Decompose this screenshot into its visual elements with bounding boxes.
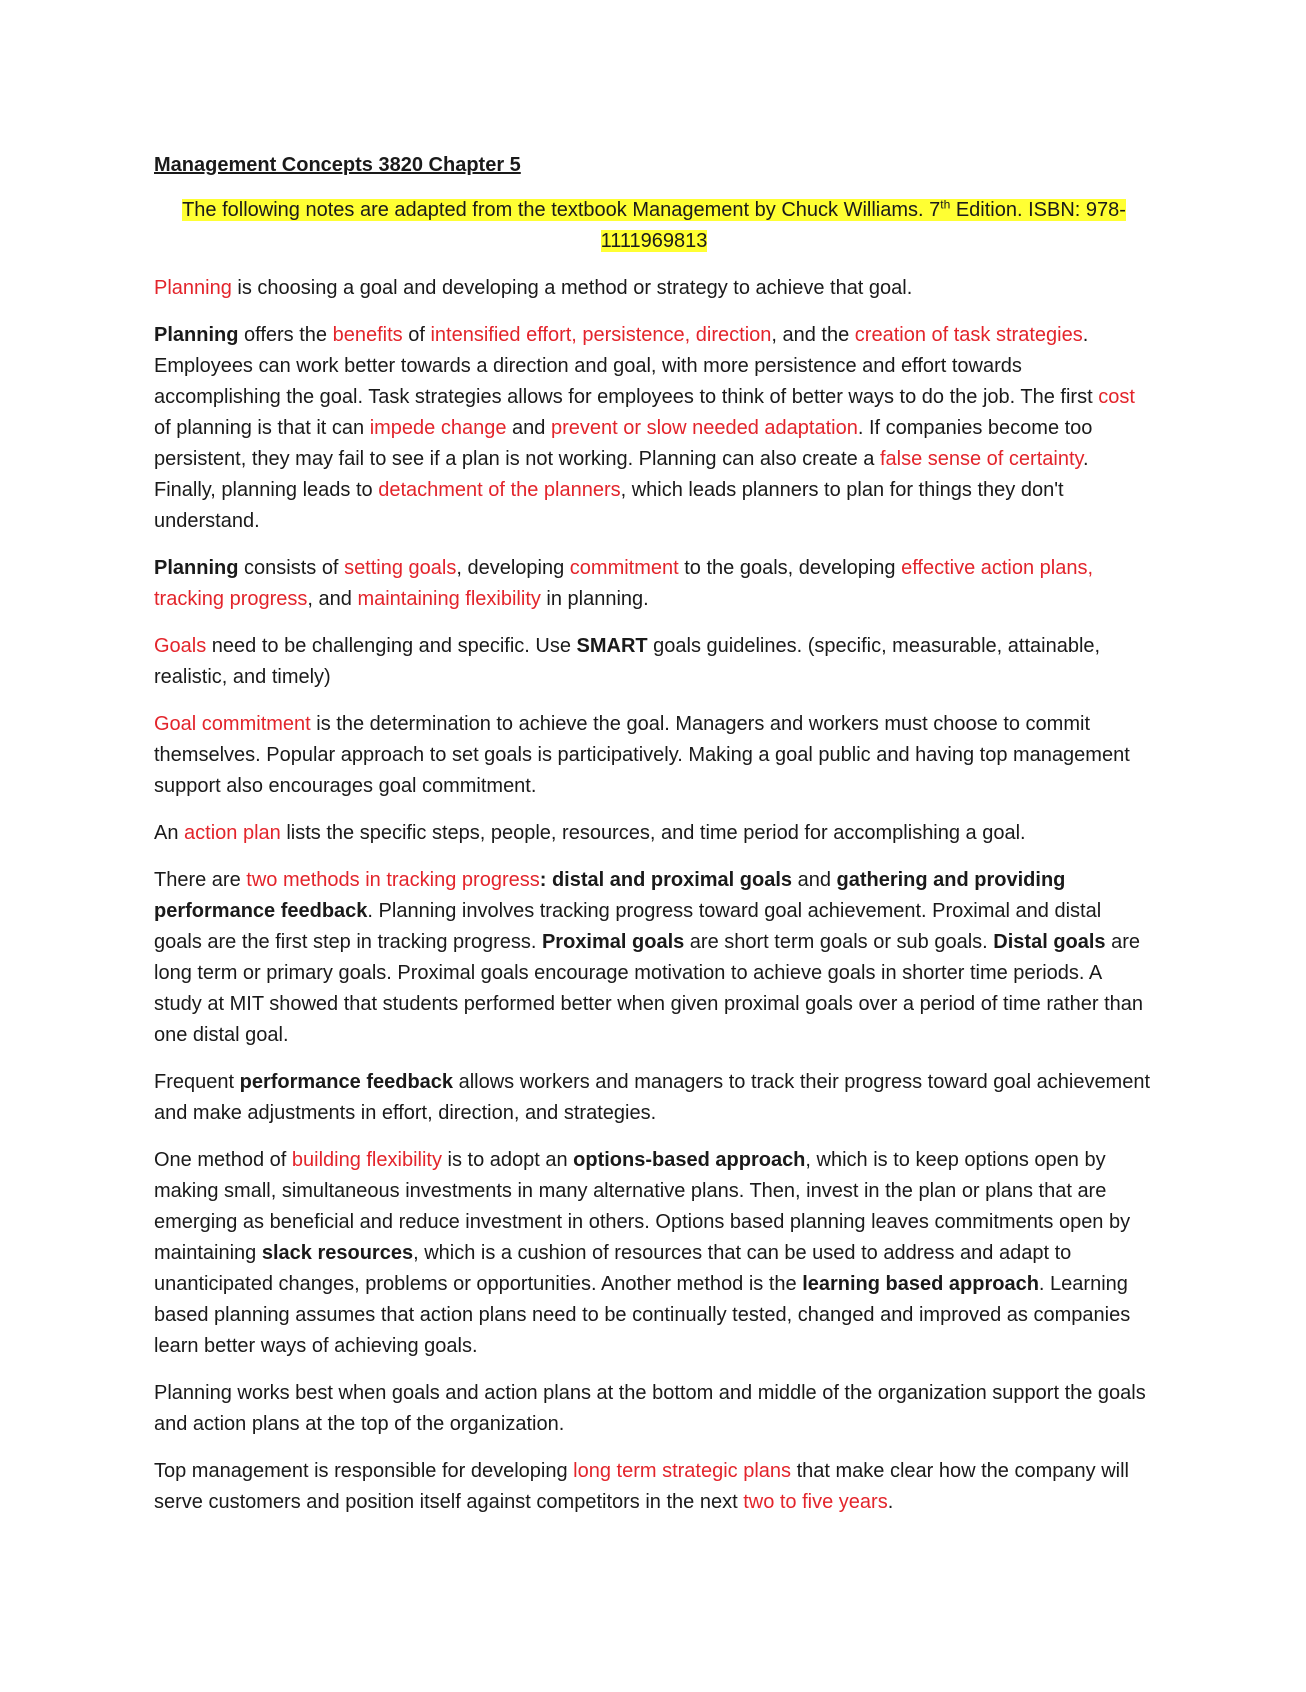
emphasized-term: cost [1098, 386, 1135, 408]
text-run: need to be challenging and specific. Use [206, 635, 577, 657]
text-run: in planning. [540, 588, 649, 610]
text-run: . [887, 1491, 894, 1513]
paragraph [154, 273, 1154, 304]
emphasized-term: maintaining flexibility [357, 588, 541, 610]
bold-term: performance feedback [239, 1071, 454, 1093]
text-run: and [506, 417, 551, 439]
bold-term: Planning [154, 557, 239, 579]
emphasized-term: false sense of certainty [879, 448, 1084, 470]
paragraph [154, 1456, 1154, 1518]
paragraph [154, 1378, 1154, 1440]
emphasized-term: Goals [154, 635, 207, 657]
text-run: is the determination to achieve the goal. Managers and workers must choose to commit themselves. Popular approach to set goals is participatively. Making a goal public and having top management support also encourages goal commitment. [154, 713, 1130, 797]
text-run: that make clear how the company will serve customers and position itself against competitors in the next [154, 1460, 1129, 1513]
text-run: , developing [456, 557, 570, 579]
emphasized-term: benefits [332, 324, 403, 346]
emphasized-term: action plan [184, 822, 281, 844]
edition-superscript: th [940, 197, 951, 212]
text-run: , which leads planners to plan for things they don't understand. [154, 479, 1064, 532]
text-run: and [792, 869, 837, 891]
text-run: , which is a cushion of resources that can be used to address and adapt to unanticipated changes, problems or opportunities. Another method is the [154, 1242, 1072, 1295]
text-run: Frequent [154, 1071, 240, 1093]
text-run: of [402, 324, 431, 346]
text-run: . Learning based planning assumes that action plans need to be continually tested, changed and improved as companies learn better ways of achieving goals. [154, 1273, 1131, 1357]
document-title: Management Concepts 3820 Chapter 5 [154, 154, 521, 176]
bold-term: Proximal goals [541, 931, 685, 953]
paragraph [154, 709, 1154, 802]
text-run: , and [307, 588, 358, 610]
emphasized-term: long term strategic plans [573, 1460, 792, 1482]
emphasized-term: Goal commitment [154, 713, 311, 735]
bold-term: Planning [154, 324, 239, 346]
bold-term: slack resources [261, 1242, 414, 1264]
source-note [154, 195, 1154, 257]
bold-term: options-based approach [573, 1149, 806, 1171]
text-run: of planning is that it can [154, 417, 370, 439]
document-page [154, 150, 1154, 1534]
text-run: One method of [154, 1149, 292, 1171]
text-run: . Employees can work better towards a direction and goal, with more persistence and effort towards accomplishing the goal. Task strategies allows for employees to think of better ways to do the job. The first [154, 324, 1099, 408]
text-run: consists of [238, 557, 345, 579]
emphasized-term: intensified effort, persistence, direction [430, 324, 772, 346]
text-run: offers the [238, 324, 333, 346]
text-run: . Planning involves tracking progress toward goal achievement. Proximal and distal goals are the first step in tracking progress. [154, 900, 1102, 953]
text-run: is to adopt an [441, 1149, 574, 1171]
emphasized-term: setting goals [344, 557, 457, 579]
emphasized-term: impede change [369, 417, 507, 439]
paragraph [154, 320, 1154, 537]
highlighted-source-note [182, 199, 1126, 252]
bold-term: : distal and proximal goals [539, 869, 793, 891]
emphasized-term: commitment [569, 557, 679, 579]
text-run: . Finally, planning leads to [154, 448, 1089, 501]
paragraph [154, 553, 1154, 615]
text-run: is choosing a goal and developing a method or strategy to achieve that goal. [231, 277, 913, 299]
paragraph [154, 865, 1154, 1051]
text-run: are long term or primary goals. Proximal goals encourage motivation to achieve goals in shorter time periods. A study at MIT showed that students performed better when given proximal goals over a period of time rather than one distal goal. [154, 931, 1144, 1046]
paragraph [154, 818, 1154, 849]
source-note-text-end: Edition. ISBN: 978-1111969813 [600, 199, 1126, 252]
text-run: to the goals, developing [678, 557, 902, 579]
emphasized-term: two to five years [743, 1491, 888, 1513]
text-run: are short term goals or sub goals. [684, 931, 994, 953]
text-run: goals guidelines. (specific, measurable, attainable, realistic, and timely) [154, 635, 1101, 688]
bold-term: gathering and providing performance feedback [154, 869, 1066, 922]
emphasized-term: two methods in tracking progress [246, 869, 540, 891]
notes-body [154, 273, 1154, 1518]
paragraph [154, 631, 1154, 693]
paragraph [154, 1067, 1154, 1129]
emphasized-term: building flexibility [291, 1149, 442, 1171]
emphasized-term: Planning [154, 277, 232, 299]
text-run: , and the [771, 324, 855, 346]
bold-term: Distal goals [993, 931, 1106, 953]
emphasized-term: prevent or slow needed adaptation [550, 417, 858, 439]
text-run: Top management is responsible for developing [154, 1460, 574, 1482]
text-run: Planning works best when goals and action plans at the bottom and middle of the organization support the goals and action plans at the top of the organization. [154, 1382, 1146, 1435]
text-run: An [154, 822, 185, 844]
emphasized-term: creation of task strategies [854, 324, 1083, 346]
text-run: allows workers and managers to track their progress toward goal achievement and make adjustments in effort, direction, and strategies. [154, 1071, 1151, 1124]
emphasized-term: detachment of the planners [378, 479, 621, 501]
bold-term: learning based approach [802, 1273, 1039, 1295]
text-run: . If companies become too persistent, they may fail to see if a plan is not working. Planning can also create a [154, 417, 1093, 470]
source-note-text: The following notes are adapted from the textbook Management by Chuck Williams. 7 [182, 199, 941, 221]
text-run: , which is to keep options open by making small, simultaneous investments in many alternative plans. Then, invest in the plan or plans that are emerging as beneficial and reduce investment in others. Options based planning leaves commitments open by maintaining [154, 1149, 1131, 1264]
bold-term: SMART [576, 635, 648, 657]
paragraph [154, 1145, 1154, 1362]
emphasized-term: effective action plans, tracking progress [154, 557, 1094, 610]
text-run: There are [154, 869, 247, 891]
text-run: lists the specific steps, people, resources, and time period for accomplishing a goal. [280, 822, 1026, 844]
